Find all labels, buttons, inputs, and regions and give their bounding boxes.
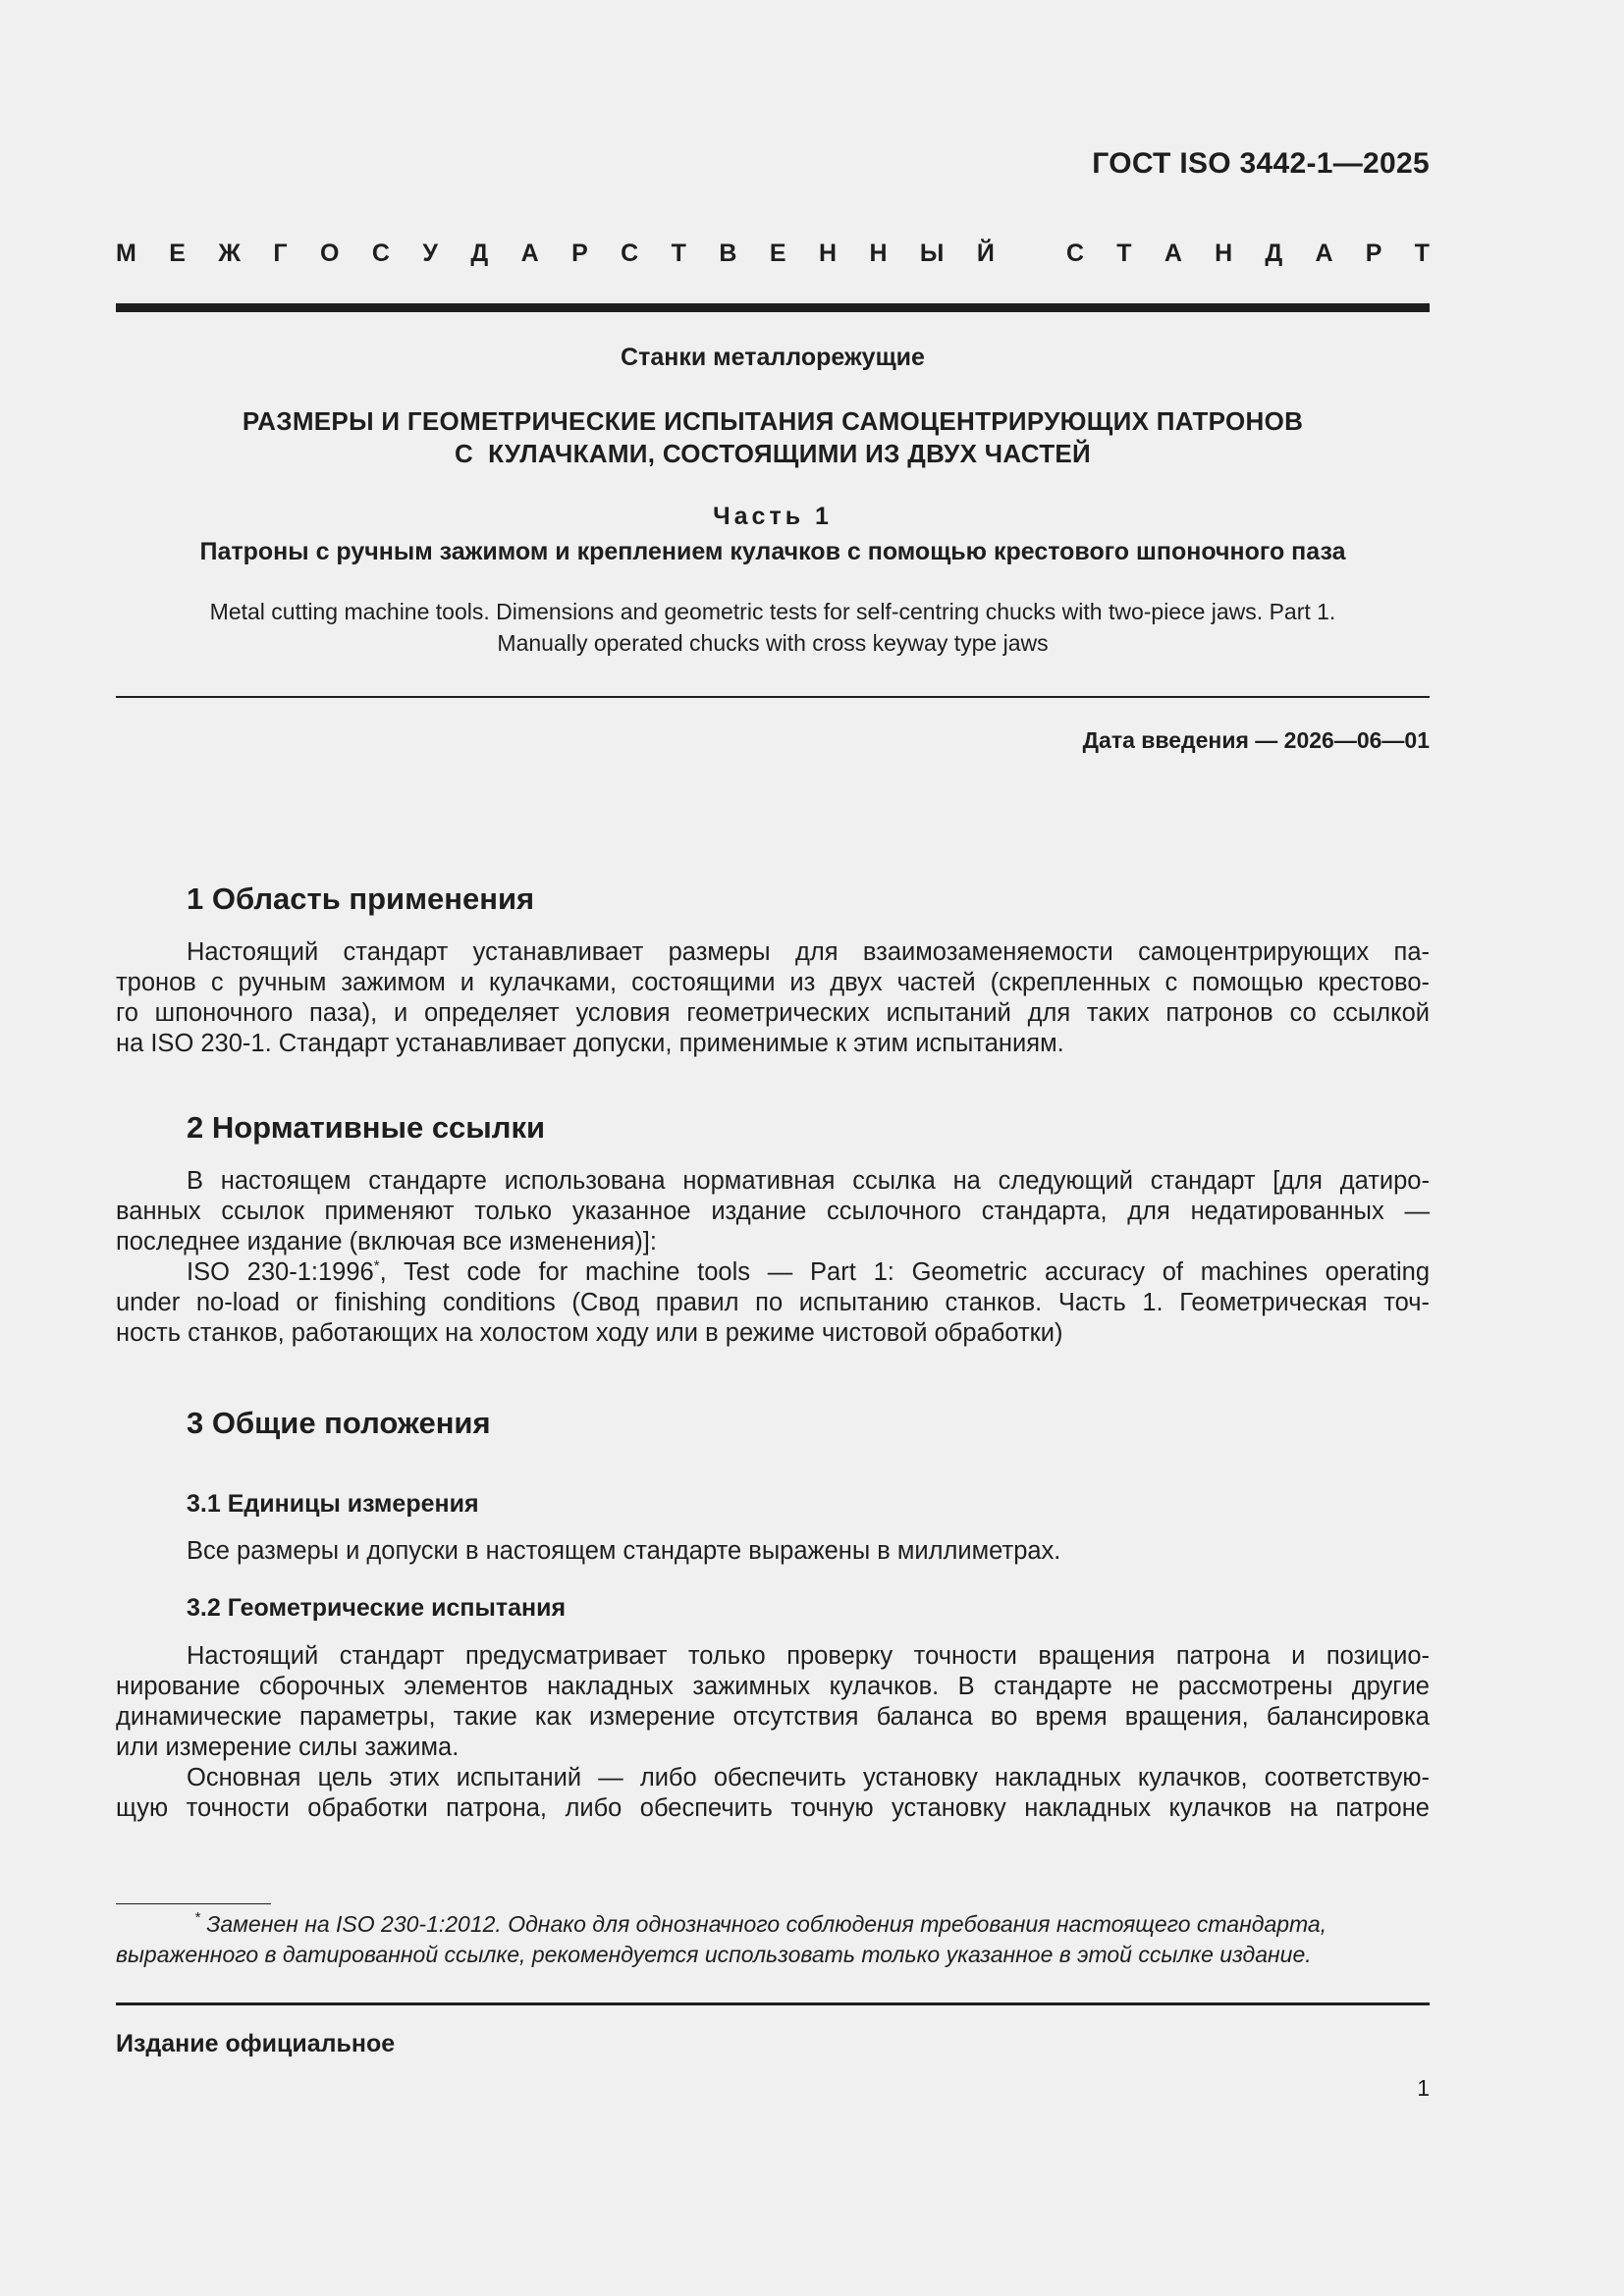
text-line: тронов с ручным зажимом и кулачками, состоящими из двух частей (скрепленных с помощью крестово-: [116, 969, 1430, 996]
banner-word-standard: [1066, 240, 1430, 268]
banner-letter: Д: [470, 240, 489, 267]
official-edition-label: Издание официальное: [116, 2030, 396, 2057]
document-page: [116, 0, 1430, 2296]
header-rule: [116, 303, 1430, 312]
banner-letter: Й: [976, 240, 995, 267]
text-line: Основная цель этих испытаний — либо обеспечить установку накладных кулачков, соответствую-: [187, 1764, 1430, 1791]
section-1-paragraph: [116, 937, 1430, 1059]
footnote-line: [116, 1909, 1430, 1940]
section-3-2-heading: 3.2 Геометрические испытания: [187, 1594, 567, 1622]
footnote: [116, 1909, 1430, 1970]
main-title-line-2: С КУЛАЧКАМИ, СОСТОЯЩИМИ ИЗ ДВУХ ЧАСТЕЙ: [454, 439, 1092, 468]
text-line: динамические параметры, такие как измерение отсутствия баланса во время вращения, балансировка: [116, 1703, 1430, 1731]
banner-letter: С: [621, 240, 639, 267]
part-title: Патроны с ручным зажимом и креплением кулачков с помощью крестового шпоночного паза: [199, 538, 1346, 565]
banner-letter: С: [371, 240, 390, 267]
banner-letter: У: [422, 240, 438, 267]
text-line: Настоящий стандарт устанавливает размеры для взаимозаменяемости самоцентрирующих па-: [187, 938, 1430, 966]
banner-letter: Ж: [218, 240, 241, 267]
banner-letter: Н: [1215, 240, 1233, 267]
banner-letter: Т: [1414, 240, 1430, 267]
banner-letter: В: [719, 240, 737, 267]
footer-rule: [116, 2002, 1430, 2005]
main-title-line-1: РАЗМЕРЫ И ГЕОМЕТРИЧЕСКИЕ ИСПЫТАНИЯ САМОЦЕНТРИРУЮЩИХ ПАТРОНОВ: [242, 406, 1304, 436]
interstate-standard-banner: [116, 240, 1430, 268]
text-line: щую точности обработки патрона, либо обеспечить точную установку накладных кулачков на патроне: [116, 1794, 1430, 1822]
text-line: го шпоночного паза), и определяет условия геометрических испытаний для таких патронов со ссылкой: [116, 999, 1430, 1027]
banner-letter: А: [1315, 240, 1333, 267]
section-2-paragraph: [116, 1166, 1430, 1349]
banner-letter: Е: [169, 240, 186, 267]
section-3-1-paragraph: [116, 1536, 1430, 1567]
banner-letter: Н: [869, 240, 888, 267]
banner-letter: Ы: [919, 240, 945, 267]
banner-letter: Е: [769, 240, 786, 267]
text-line: ность станков, работающих на холостом ходу или в режиме чистовой обработки): [116, 1319, 1063, 1347]
banner-letter: С: [1066, 240, 1085, 267]
banner-letter: А: [1164, 240, 1182, 267]
text-line: нирование сборочных элементов накладных зажимных кулачков. В стандарте не рассмотрены другие: [116, 1673, 1430, 1700]
footnote-line: выраженного в датированной ссылке, рекомендуется использовать только указанное в этой ссылке издание.: [116, 1942, 1312, 1967]
banner-letter: М: [116, 240, 136, 267]
text-line: Все размеры и допуски в настоящем стандарте выражены в миллиметрах.: [187, 1537, 1061, 1565]
text-line: или измерение силы зажима.: [116, 1734, 460, 1761]
text-line: under no-load or finishing conditions (Свод правил по испытанию станков. Часть 1. Геометрическая точ-: [116, 1289, 1430, 1316]
footnote-mark: *: [373, 1257, 380, 1274]
footnote-mark: *: [194, 1909, 200, 1926]
english-title: [116, 596, 1430, 659]
text-line: В настоящем стандарте использована нормативная ссылка на следующий стандарт [для датиро-: [187, 1167, 1430, 1195]
section-3-heading: 3 Общие положения: [187, 1406, 491, 1440]
text-line: Настоящий стандарт предусматривает только проверку точности вращения патрона и позицио-: [187, 1642, 1430, 1670]
text-line: на ISO 230-1. Стандарт устанавливает допуски, применимые к этим испытаниям.: [116, 1030, 1064, 1057]
reference-title: , Test code for machine tools — Part 1: Geometric accuracy of machines operating: [379, 1258, 1430, 1286]
banner-letter: А: [520, 240, 539, 267]
banner-letter: О: [320, 240, 340, 267]
subject-title: Станки металлорежущие: [621, 344, 925, 371]
banner-letter: Р: [571, 240, 588, 267]
text-line: ванных ссылок применяют только указанное издание ссылочного стандарта, для недатированных —: [116, 1198, 1430, 1225]
banner-letter: Н: [818, 240, 838, 267]
english-title-line-2: Manually operated chucks with cross keyway type jaws: [497, 630, 1049, 656]
main-title: [116, 405, 1430, 470]
english-title-line-1: Metal cutting machine tools. Dimensions and geometric tests for self-centring chucks with two-piece jaws. Part 1.: [209, 599, 1336, 624]
text-line: последнее издание (включая все изменения)]:: [116, 1228, 657, 1255]
footnote-text: Заменен на ISO 230-1:2012. Однако для однозначного соблюдения требования настоящего стандарта,: [199, 1911, 1327, 1937]
title-rule: [116, 696, 1430, 698]
standard-designation: ГОСТ ISO 3442-1—2025: [1092, 147, 1430, 180]
introduction-date: Дата введения — 2026—06—01: [1082, 727, 1430, 753]
banner-letter: Т: [1116, 240, 1132, 267]
banner-letter: Т: [671, 240, 686, 267]
footnote-rule: [116, 1903, 271, 1904]
banner-letter: Г: [273, 240, 288, 267]
banner-word-interstate: [116, 240, 995, 268]
section-2-heading: 2 Нормативные ссылки: [187, 1110, 546, 1145]
part-number: Часть 1: [713, 503, 833, 530]
section-3-2-paragraph: [116, 1641, 1430, 1824]
section-1-heading: 1 Область применения: [187, 881, 535, 916]
section-3-1-heading: 3.1 Единицы измерения: [187, 1490, 479, 1518]
reference-designation: ISO 230-1:1996: [187, 1258, 374, 1286]
banner-letter: Р: [1365, 240, 1382, 267]
page-number: 1: [1417, 2075, 1430, 2101]
banner-letter: Д: [1265, 240, 1283, 267]
reference-line: [116, 1257, 1430, 1288]
